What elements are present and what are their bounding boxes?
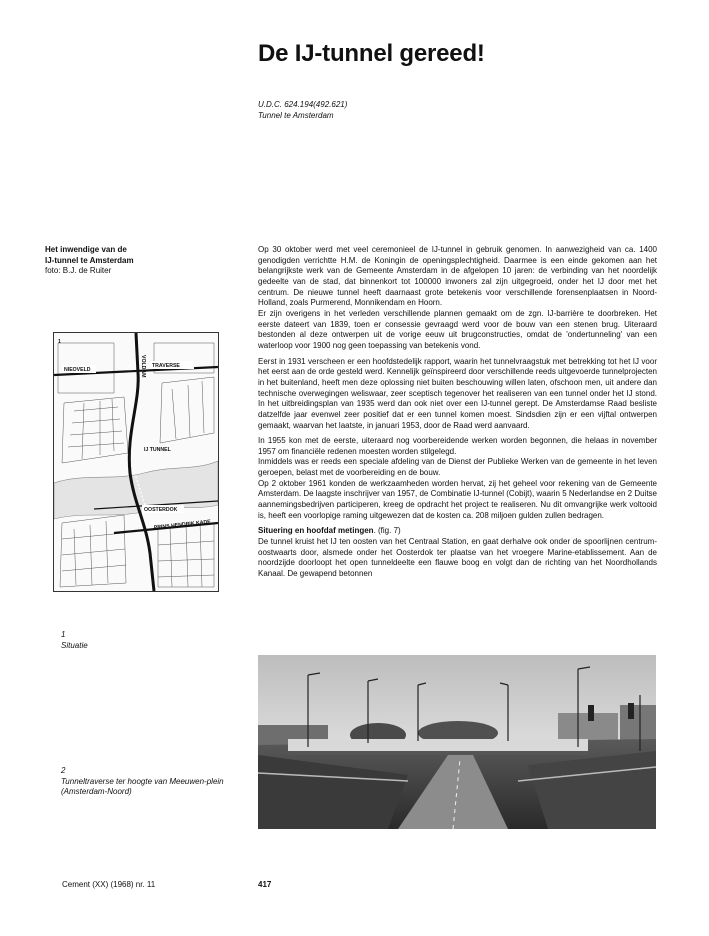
map-label-voldam: VOLDAM (140, 355, 146, 378)
figure-2-caption (61, 766, 231, 798)
map-label-tunnel: IJ TUNNEL (144, 447, 171, 453)
paragraph-1: Op 30 oktober werd met veel ceremonieel de IJ-tunnel in gebruik genomen. In aanwezigheid van ca. 1400 genodigden verrichtte H.M. de Koningin de openingsplechtigheid. Daarmee is een einde gekomen aan het belangrijkste werk van de Gemeente Amsterdam in de afgelopen 10 jaren: de verbinding van het noordelijk gedeelte van de stad, dat binnenkort tot 100000 inwoners zal zijn uitgegroeid, onder het IJ door met het centrum. De nieuwe tunnel heeft daarnaast grote betekenis voor verschillende forensenplaatsen in Noord-Holland, zoals Purmerend, Monnikendam en Hoorn. (258, 245, 657, 308)
map-label-bottom-road: PRINS HENDRIK KADE (153, 519, 211, 531)
paragraph-7: De tunnel kruist het IJ ten oosten van het Centraal Station, en gaat derhalve ook onder de spoorlijnen centrum-oostwaarts door, alsmede onder het Oosterdok ter plaatse van het vroegere Marine-etablissement. Aan de noordzijde doorloopt het open tunneldeelte een flauwe boog en volgt dan de richting van het Noordhollands Kanaal. De gewapend betonnen (258, 537, 657, 579)
map-label-traverse-right: TRAVERSE (152, 363, 180, 369)
situation-map (53, 332, 219, 592)
map-drawing (54, 333, 218, 591)
journal-reference: Cement (XX) (1968) nr. 11 (62, 880, 156, 889)
caption-line-2: IJ-tunnel te Amsterdam (45, 255, 134, 265)
figure-1-caption (61, 630, 211, 651)
paragraph-5: Inmiddels was er reeds een speciale afdeling van de Dienst der Publieke Werken van de gemeente in het leven geroepen, belast met de voorbereiding en de bouw. (258, 457, 657, 478)
section-heading: Situering en hoofdaf metingen (258, 526, 374, 536)
paragraph-4: In 1955 kon met de eerste, uiteraard nog voorbereidende werken worden begonnen, die helaas in november 1957 om financiële redenen moesten worden stilgelegd. (258, 436, 657, 456)
page-title: De IJ-tunnel gereed! (258, 40, 485, 67)
paragraph-3: Eerst in 1931 verscheen er een hoofdstedelijk rapport, waarin het tunnelvraagstuk met betrekking tot het IJ voor het eerst aan de orde gesteld werd. Kennelijk geïnspireerd door verschillende reeds uitgevoerde tunnelprojecten in het buitenland, heeft men deze oplossing niet buiten beschouwing willen laten, ofschoon men, uit andere dan technische overwegingen weliswaar, zeer sceptisch tegenover het realiseren van een tunnel onder het IJ stond. In het uitbreidingsplan van 1935 werd dan ook niet over een IJ-tunnel gerept. De Amsterdamse Raad besliste datzelfde jaar evenwel zeer positief dat er een tunnel komen moest. Sindsdien zijn er een vijftal ontwerpen gemaakt, waarvan het laatste, in januari 1953, door de Raad werd aanvaard. (258, 356, 657, 430)
figure-1-number: 1 (61, 630, 66, 639)
page-number: 417 (258, 880, 272, 889)
article-body (258, 245, 657, 585)
photo-credit: foto: B.J. de Ruiter (45, 266, 112, 276)
map-label-oosterdok: OOSTERDOK (144, 507, 178, 513)
tunnel-traverse-photo (258, 655, 656, 829)
figure-1-text: Situatie (61, 640, 88, 650)
photo-drawing (258, 655, 656, 829)
photo-caption-interior (45, 245, 205, 277)
udc-code: U.D.C. 624.194(492.621) (258, 100, 348, 109)
paragraph-6: Op 2 oktober 1961 konden de werkzaamheden worden hervat, zij het geheel voor rekening van de Gemeente Amsterdam. De laagste inschrijver van 1957, de Combinatie IJ-tunnel (Cobijt), waarin 5 Nederlandse en 2 Duitse aannemingsbedrijven participeren, kreeg de opdracht het project te realiseren. Nu dit omvangrijke werk voltooid is, heeft een voorlopige raming uitgewezen dat de kosten ca. 208 miljoen gulden zullen bedragen. (258, 478, 657, 520)
figure-2-number: 2 (61, 766, 66, 775)
udc-subject: Tunnel te Amsterdam (258, 111, 334, 120)
udc-classification (258, 99, 347, 121)
paragraph-2: Er zijn overigens in het verleden verschillende plannen gemaakt om de zgn. IJ-barrière te doorbreken. Het eerste dateert van 1839, toen er consessie gevraagd werd voor de bouw van een stenen brug. Uiteraard bestonden al deze ontwerpen uit de vorige eeuw uit brugconstructies, omdat de 'ondertunneling' van een waterloop voor 1900 nog geen toepassing van betekenis vond. (258, 308, 657, 350)
caption-line-1: Het inwendige van de (45, 245, 127, 254)
figure-reference: . (fig. 7) (373, 526, 401, 536)
section-heading-block (258, 526, 657, 537)
map-number: 1 (58, 339, 61, 345)
figure-2-text: Tunneltraverse ter hoogte van Meeuwen-plein (Amsterdam-Noord) (61, 776, 224, 797)
map-label-traverse-left: NIEOVELD (64, 367, 91, 373)
